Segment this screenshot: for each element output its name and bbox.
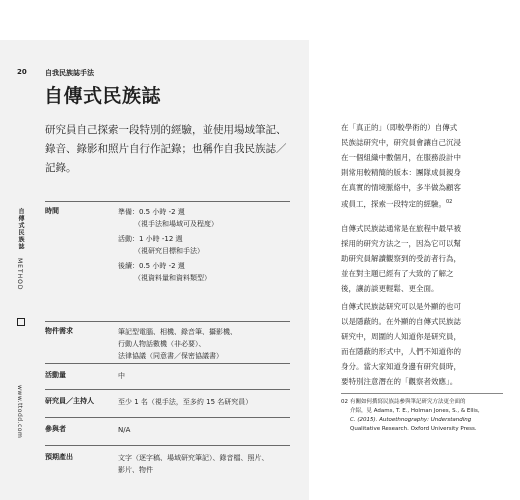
side-tab [16,208,28,338]
chapter-label: 自我民族誌手法 [45,69,94,77]
materials-line-2: 行動人物話數機（非必要）、 [118,340,206,348]
paragraph-2-line: 自傳式民族誌通常是在旅程中最早被 [341,224,461,233]
footnote-line: 有關如何撰寫民族誌參與筆記研究方法更全面的 [350,399,466,405]
page-number: 20 [17,68,27,76]
row-label-materials: 物件需求 [45,327,73,335]
paragraph-1-line [341,195,501,212]
paragraph-2-line: 採用的研究方法之一，因為它可以幫 [341,239,461,248]
paragraph-2-line: 並在對主題已經有了大致的了解之 [341,269,454,278]
post-line-1: 後續：0.5 小時 -2 週 [118,262,185,270]
table-row-participants [45,417,290,446]
row-value-activity: 中 [118,372,125,380]
paragraph-1-line-text: 或員工，探索一段特定的經驗。 [341,199,446,209]
method-square-icon [17,318,25,326]
paragraph-2 [341,221,501,296]
footnote-line: C. (2015). Autoethnography: Understanding [350,417,472,423]
table-row-researchers [45,389,290,418]
activity-line-2: （視研究目標和手法） [134,247,204,255]
outputs-line-2: 影片、物件 [118,466,153,474]
paragraph-3-line: 以是隱蔽的。在外顯的自傳式民族誌 [341,317,461,326]
paragraph-3-line: 自傳式民族誌研究可以是外顯的也可 [341,302,461,311]
paragraph-1-line: 民族誌研究中，研究員會讓自己沉浸 [341,138,461,147]
outputs-line-1: 文字（逐字稿、場域研究筆記）、錄音檔、照片、 [118,454,269,462]
footnote-line: 介紹，見 Adams, T. E., Holman Jones, S., & Ellis, [350,408,480,414]
footnote-number: 02 [341,399,348,405]
side-method-label: METHOD [16,258,23,291]
intro-paragraph: 研究員自己探索一段特別的經驗，並使用場域筆記、錄音、錄影和照片自行作記錄；也稱作自我民族誌／記錄。 [45,124,287,174]
footnote-text [350,398,501,434]
table-row-time [45,201,290,284]
footnote [341,398,501,434]
footnote-divider [341,393,503,394]
paragraph-2-line: 助研究員解讀觀察到的受訪者行為， [341,254,461,263]
row-label-activity: 活動量 [45,371,66,379]
paragraph-2-line: 後，讓訪談更輕鬆、更全面。 [341,284,439,293]
left-page [0,40,309,500]
row-label-researchers: 研究員／主持人 [45,397,94,405]
side-url: www.ttodd.com [16,385,23,439]
materials-line-1: 筆記型電腦、相機、錄音筆、攝影機、 [118,328,237,336]
table-row-outputs [45,445,290,482]
paragraph-1-line: 在一個組織中數個月，在服務設計中 [341,153,461,162]
table-row-activity [45,363,290,390]
paragraph-3-line: 身分。當大家知道身邊有研究員時， [341,362,461,371]
prep-line-1: 準備：0.5 小時 -2 週 [118,208,185,216]
row-value-researchers: 至少 1 名（視手法，至多約 15 名研究員） [118,398,253,406]
paragraph-3-line: 研究中，周圍的人知道你是研究員， [341,332,461,341]
paragraph-3 [341,299,501,389]
side-section-label: 自傳式民族誌 [17,208,24,250]
paragraph-3-line: 要特別注意潛在的「觀察者效應」。 [341,377,458,386]
page-title: 自傳式民族誌 [44,85,162,107]
post-line-2: （視資料量和資料類型） [134,274,211,282]
paragraph-1-line: 在「真正的」（即較學術的）自傳式 [341,123,458,132]
paragraph-1-line: 則常用較精簡的版本：團隊成員親身 [341,168,461,177]
row-label-outputs: 預期產出 [45,453,73,461]
materials-line-3: 法律協議（同意書／保密協議書） [118,352,223,360]
footnote-line: Qualitative Research. Oxford University Press. [350,426,477,432]
row-label-time: 時間 [45,207,59,215]
row-value-participants: N/A [118,426,131,434]
paragraph-3-line: 而在隱蔽的形式中，人們不知道你的 [341,347,461,356]
footnote-marker: 02 [446,199,453,205]
table-row-materials [45,321,290,364]
right-page [309,40,520,500]
prep-line-2: （視手法和場域可及程度） [134,220,218,228]
activity-line-1: 活動：1 小時 -12 週 [118,235,183,243]
paragraph-1 [341,120,501,212]
row-label-participants: 參與者 [45,425,66,433]
paragraph-1-line: 在真實的情境脈絡中，多半做為顧客 [341,183,461,192]
